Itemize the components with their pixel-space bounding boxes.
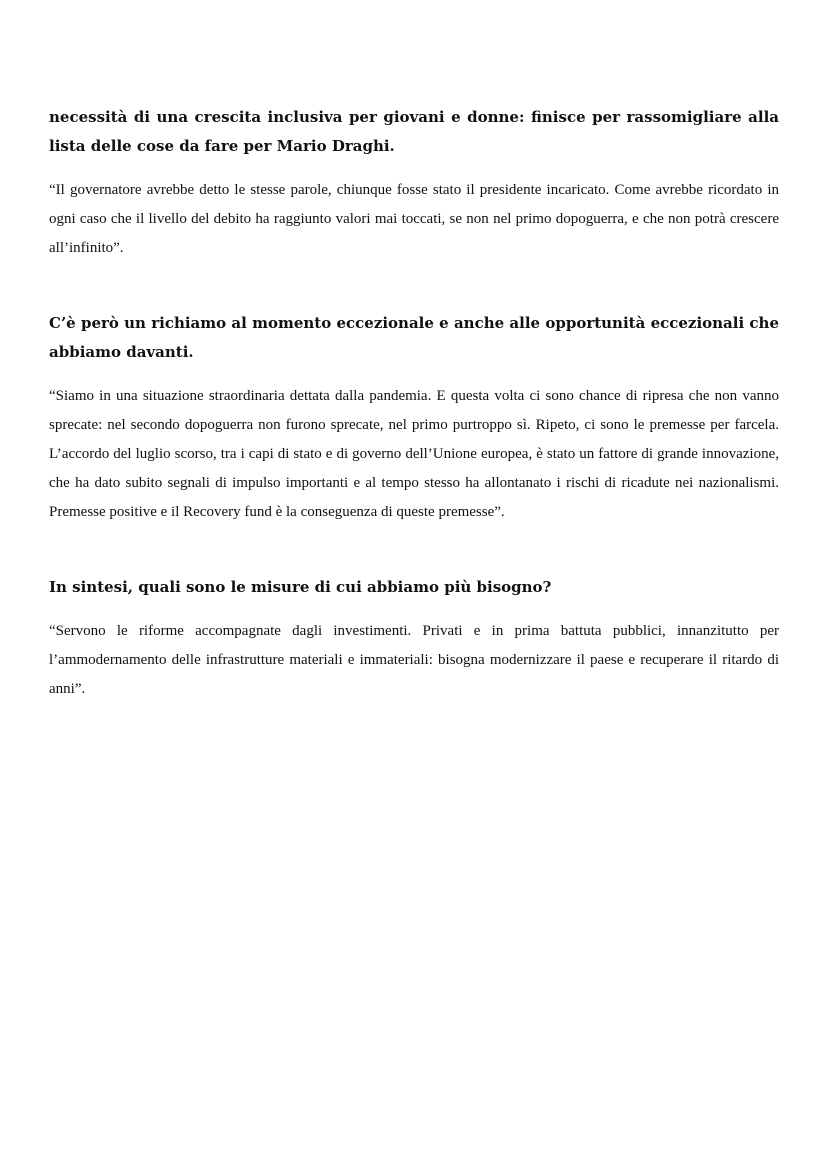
interview-question: In sintesi, quali sono le misure di cui abbiamo più bisogno? — [49, 578, 552, 596]
section-spacer — [49, 263, 779, 309]
interview-question: necessità di una crescita inclusiva per giovani e donne: finisce per rassomigliare alla lista delle cose da fare per Mario Draghi. — [49, 108, 779, 155]
section-spacer — [49, 527, 779, 573]
interview-answer: “Servono le riforme accompagnate dagli investimenti. Privati e in prima battuta pubblici, innanzitutto per l’ammodernamento delle infrastrutture materiali e immateriali: bisogna modernizzare il paese e recuperare il ritardo di anni”. — [49, 623, 779, 697]
interview-question: C’è però un richiamo al momento eccezionale e anche alle opportunità eccezionali che abbiamo davanti. — [49, 314, 779, 361]
document-page — [49, 103, 779, 704]
interview-answer: “Siamo in una situazione straordinaria dettata dalla pandemia. E questa volta ci sono chance di ripresa che non vanno sprecate: nel secondo dopoguerra non furono sprecate, nel primo purtroppo sì. Ripeto, ci sono le premesse per farcela. L’accordo del luglio scorso, tra i capi di stato e di governo dell’Unione europea, è stato un fattore di grande innovazione, che ha dato subito segnali di impulso importanti e al tempo stesso ha allontanato i rischi di ricadute nei nazionalismi. Premesse positive e il Recovery fund è la conseguenza di queste premesse”. — [49, 388, 779, 520]
interview-answer: “Il governatore avrebbe detto le stesse parole, chiunque fosse stato il presidente incaricato. Come avrebbe ricordato in ogni caso che il livello del debito ha raggiunto valori mai toccati, se non nel primo dopoguerra, e che non potrà crescere all’infinito”. — [49, 182, 779, 256]
